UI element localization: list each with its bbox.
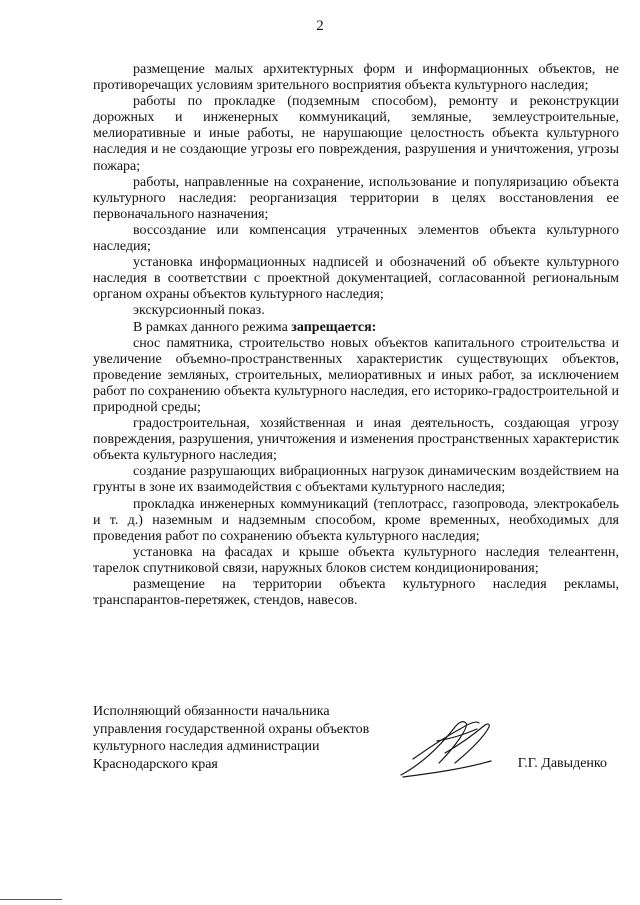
prohibition-keyword: запрещается: xyxy=(291,319,377,335)
document-body xyxy=(93,62,619,609)
prohibition-heading xyxy=(93,320,619,336)
signatory-position xyxy=(93,703,423,773)
position-line: Исполняющий обязанности начальника xyxy=(93,704,330,719)
page-number: 2 xyxy=(316,18,324,34)
paragraph: работы, направленные на сохранение, использование и популяризацию объекта культурного наследия: реорганизация территории в целях восстановления ее первоначального назначения; xyxy=(93,174,619,222)
position-line: Краснодарского края xyxy=(93,756,218,772)
paragraph: установка информационных надписей и обозначений об объекте культурного наследия в соответствии с проектной документацией, согласованной региональным органом охраны объектов культурного наследия; xyxy=(93,255,619,303)
scan-edge-line xyxy=(0,899,62,900)
prohibited-item: создание разрушающих вибрационных нагрузок динамическим воздействием на грунты в зоне их взаимодействия с объектами культурного наследия; xyxy=(93,464,619,496)
prohibited-item: снос памятника, строительство новых объектов капитального строительства и увеличение объемно-пространственных характеристик существующих объектов, проведение земляных, строительных, мелиоративных и иных работ, за исключением работ по сохранению объекта культурного наследия, его историко-градостроительной и природной среды; xyxy=(93,335,619,415)
signature-block xyxy=(93,703,619,783)
prohibited-item: прокладка инженерных коммуникаций (теплотрасс, газопровода, электрокабель и т. д.) наземным и надземным способом, кроме временных, необходимых для проведения работ по сохранению объекта культурного наследия; xyxy=(93,496,619,544)
prohibition-intro: В рамках данного режима xyxy=(133,319,292,335)
paragraph: воссоздание или компенсация утраченных элементов объекта культурного наследия; xyxy=(93,222,619,255)
prohibited-item: градостроительная, хозяйственная и иная деятельность, создающая угрозу повреждения, разрушения, уничтожения и изменения пространственных характеристик объекта культурного наследия; xyxy=(93,416,619,464)
position-line: культурного наследия администрации xyxy=(93,739,320,754)
paragraph: экскурсионный показ. xyxy=(133,303,265,319)
paragraph: работы по прокладке (подземным способом), ремонту и реконструкции дорожных и инженерных коммуникаций, земляные, землеустроительные, мелиоративные и иные работы, не нарушающие целостность объекта культурного наследия и не создающие угрозы его повреждения, разрушения и уничтожения, угрозы пожара; xyxy=(93,94,619,174)
signatory-name: Г.Г. Давыденко xyxy=(517,756,607,771)
position-line: управления государственной охраны объектов xyxy=(93,721,370,737)
paragraph: размещение малых архитектурных форм и информационных объектов, не противоречащих условиям зрительного восприятия объекта культурного наследия; xyxy=(93,62,619,94)
prohibited-item: установка на фасадах и крыше объекта культурного наследия телеантенн, тарелок спутниковой связи, наружных блоков систем кондиционирования; xyxy=(93,544,619,576)
prohibited-item: размещение на территории объекта культурного наследия рекламы, транспарантов-перетяжек, стендов, навесов. xyxy=(93,577,619,609)
handwritten-signature xyxy=(393,713,513,783)
